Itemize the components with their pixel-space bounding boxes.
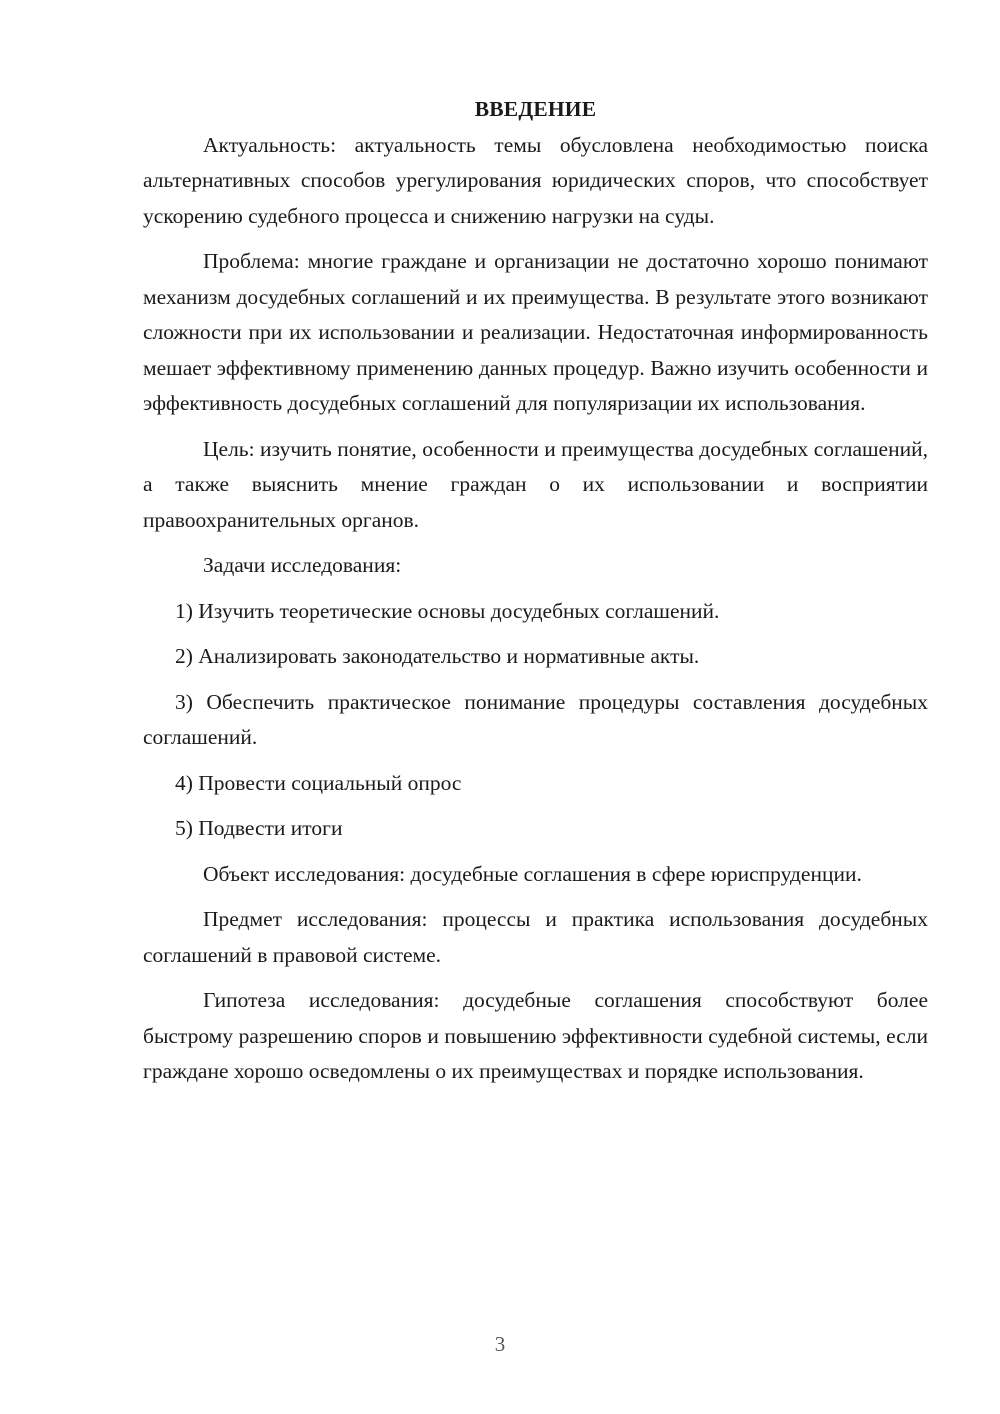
task-item: 4) Провести социальный опрос [175,770,462,795]
tasks-heading: Задачи исследования: [203,553,402,577]
document-page [143,92,928,1100]
task-item: 2) Анализировать законодательство и нормативные акты. [175,644,700,668]
page-number: 3 [494,1332,506,1356]
task-item: 1) Изучить теоретические основы досудебных соглашений. [175,598,720,623]
problem-paragraph: Проблема: многие граждане и организации не достаточно хорошо понимают механизм досудебных соглашений и их преимущества. В результате этого возникают сложности при их использовании и реализации. Недостаточная информированность мешает эффективному применению данных процедур. Важно изучить особенности и эффективность досудебных соглашений для популяризации их использования. [143,249,928,415]
task-item: 3) Обеспечить практическое понимание процедуры составления досудебных соглашений. [143,689,928,749]
object-paragraph: Объект исследования: досудебные соглашения в сфере юриспруденции. [203,861,862,886]
relevance-paragraph: Актуальность: актуальность темы обусловлена необходимостью поиска альтернативных способов урегулирования юридических споров, что способствует ускорению судебного процесса и снижению нагрузки на суды. [143,132,928,228]
hypothesis-paragraph: Гипотеза исследования: досудебные соглашения способствуют более быстрому разрешению споров и повышению эффективности судебной системы, если граждане хорошо осведомлены о их преимуществах и порядке использования. [143,988,928,1083]
task-item: 5) Подвести итоги [175,816,343,840]
section-title: ВВЕДЕНИЕ [474,97,597,121]
goal-paragraph: Цель: изучить понятие, особенности и преимущества досудебных соглашений, а также выяснить мнение граждан о их использовании и восприятии правоохранительных органов. [143,436,928,532]
subject-paragraph: Предмет исследования: процессы и практика использования досудебных соглашений в правовой системе. [143,907,928,967]
